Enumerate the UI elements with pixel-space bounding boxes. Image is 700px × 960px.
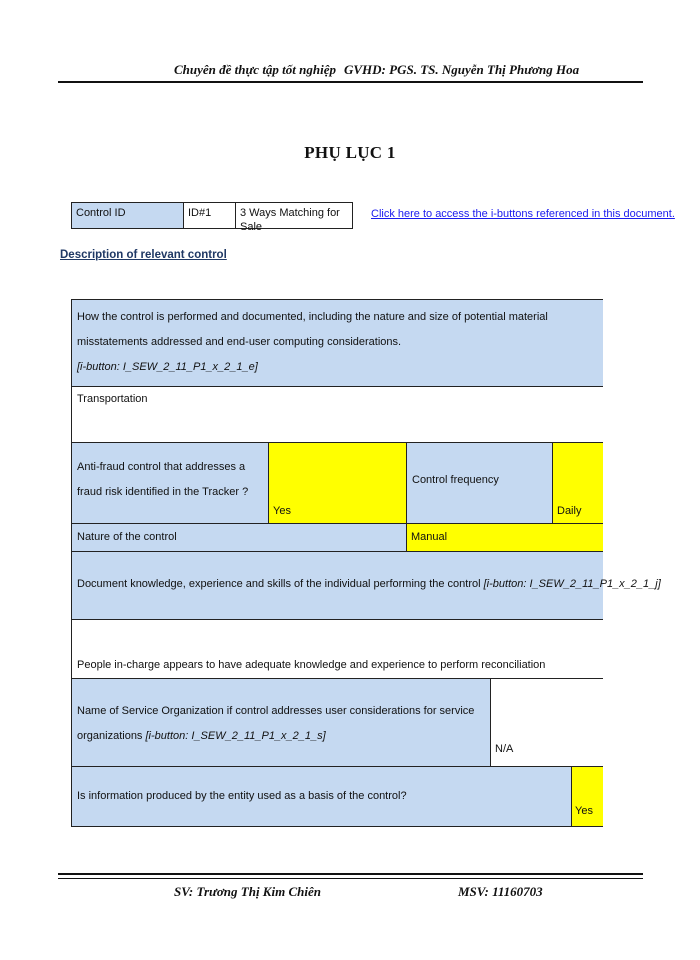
header-right-text: GVHD: PGS. TS. Nguyễn Thị Phương Hoa <box>344 62 580 77</box>
service-org-question: Name of Service Organization if control addresses user considerations for service organizations <box>77 705 475 742</box>
section-heading: Description of relevant control <box>60 249 227 261</box>
i-buttons-link[interactable]: Click here to access the i-buttons referenced in this document. <box>371 208 675 220</box>
how-performed-question-cell <box>72 300 603 387</box>
footer-rule-bottom <box>58 878 643 879</box>
how-performed-answer-cell <box>72 387 603 443</box>
control-id-value: ID#1 <box>184 203 236 228</box>
service-org-answer-cell <box>491 679 603 767</box>
knowledge-answer-cell <box>72 620 603 679</box>
control-description-table <box>71 299 661 827</box>
how-performed-ref: [i-button: I_SEW_2_11_P1_x_2_1_e] <box>77 361 258 373</box>
page-title: PHỤ LỤC 1 <box>304 143 396 162</box>
header-rule <box>58 81 643 83</box>
anti-fraud-question-cell <box>72 443 269 524</box>
anti-fraud-answer: Yes <box>273 505 291 517</box>
frequency-answer-cell <box>553 443 603 524</box>
knowledge-ref: [i-button: I_SEW_2_11_P1_x_2_1_j] <box>483 578 661 590</box>
service-org-ref: [i-button: I_SEW_2_11_P1_x_2_1_s] <box>145 730 326 742</box>
control-name-value: 3 Ways Matching for Sale <box>236 203 352 228</box>
ipe-answer: Yes <box>575 805 593 817</box>
how-performed-question: How the control is performed and documented, including the nature and size of potential material misstatements addressed and end-user computing considerations. <box>77 311 548 348</box>
nature-answer-cell <box>407 524 603 552</box>
control-id-label: Control ID <box>72 203 184 228</box>
control-id-box <box>71 202 353 233</box>
anti-fraud-question: Anti-fraud control that addresses a fraud risk identified in the Tracker ? <box>77 461 249 498</box>
header-left-text: Chuyên đề thực tập tốt nghiệp <box>174 62 336 77</box>
knowledge-question: Document knowledge, experience and skills of the individual performing the control <box>77 578 484 590</box>
frequency-question: Control frequency <box>412 474 499 486</box>
footer-student-name: SV: Trương Thị Kim Chiên <box>174 884 321 899</box>
service-org-answer: N/A <box>495 743 514 755</box>
nature-answer: Manual <box>411 531 448 543</box>
knowledge-question-cell <box>72 552 661 620</box>
nature-question-cell <box>72 524 407 552</box>
frequency-answer: Daily <box>557 505 582 517</box>
footer-student-id: MSV: 11160703 <box>458 884 543 899</box>
ipe-question: Is information produced by the entity used as a basis of the control? <box>77 790 407 802</box>
how-performed-answer: Transportation <box>77 393 148 405</box>
footer-rule-top <box>58 873 643 875</box>
service-org-question-cell <box>72 679 491 767</box>
ipe-answer-cell <box>572 767 603 826</box>
ipe-question-cell <box>72 767 572 826</box>
nature-question: Nature of the control <box>77 531 177 543</box>
knowledge-answer: People in-charge appears to have adequate knowledge and experience to perform reconciliation <box>77 659 546 671</box>
frequency-question-cell <box>407 443 553 524</box>
anti-fraud-answer-cell <box>269 443 407 524</box>
